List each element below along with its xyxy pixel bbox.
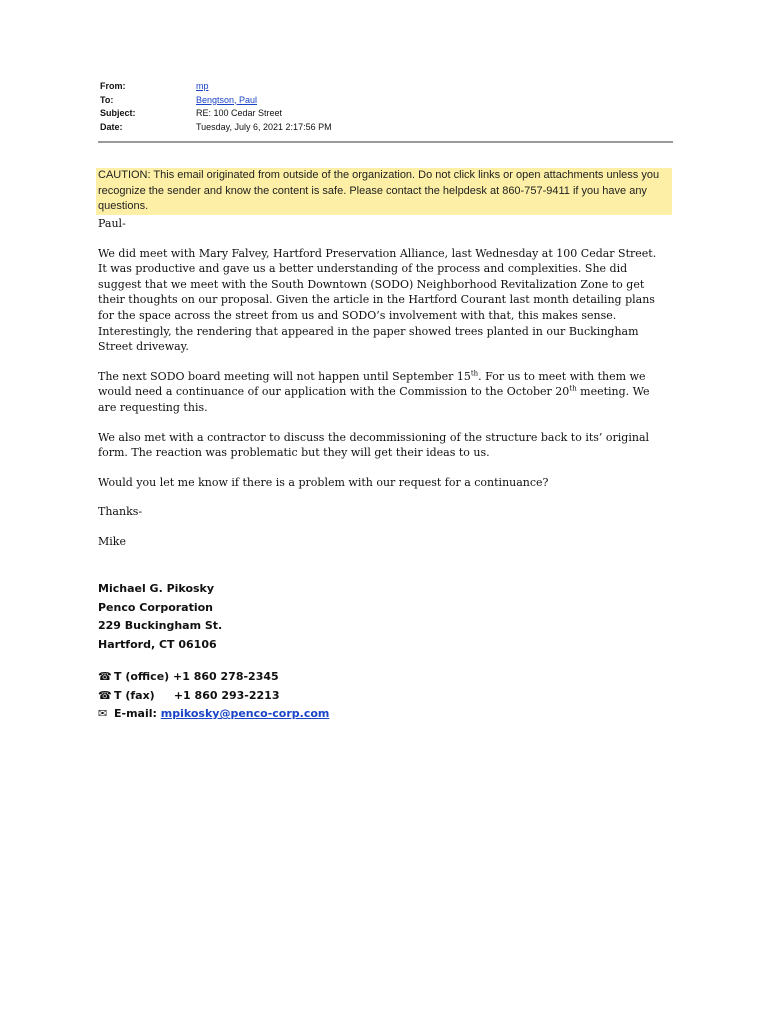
fax-phone: T (fax) +1 860 293-2213: [114, 688, 280, 702]
email-header: [100, 80, 675, 134]
envelope-icon: ✉: [98, 707, 108, 720]
signature-company: Penco Corporation: [98, 600, 214, 614]
office-phone: T (office) +1 860 278-2345: [114, 670, 279, 683]
subject-row: [100, 107, 675, 121]
header-divider: [98, 141, 673, 143]
paragraph-1: We did meet with Mary Falvey, Hartford Preservation Alliance, last Wednesday at 100 Cedar Street. It was productive and gave us a better understanding of the process and complexities. She did suggest that we meet with the South Downtown (SODO) Neighborhood Revitalization Zone to get their thoughts on our proposal. Given the article in the Hartford Courant last month detailing plans for the space across the street from us and SODO’s involvement with that, this makes sense. Interestingly, the rendering that appeared in the paper showed trees planted in our Buckingham Street driveway.: [98, 246, 657, 354]
paragraph-2-part-b: . For us to meet with them we would need a continuance of our application with the Commission to the October 20: [98, 369, 646, 399]
signature-block: [98, 580, 222, 654]
signature-street: 229 Buckingham St.: [98, 619, 223, 632]
paragraph-2: [98, 369, 658, 416]
fax-line: [98, 687, 329, 706]
caution-banner: CAUTION: This email originated from outside of the organization. Do not click links or open attachments unless you recognize the sender and know the content is safe. Please contact the helpdesk at 860-757-9411 if you have any questions.: [96, 168, 672, 215]
subject-label: Subject:: [100, 108, 136, 118]
paragraph-2-part-a: The next SODO board meeting will not happen until September 15: [98, 369, 471, 383]
closing-thanks: Thanks-: [98, 505, 143, 519]
from-row: [100, 80, 675, 94]
subject-value: RE: 100 Cedar Street: [196, 108, 283, 118]
closing-name: Mike: [98, 534, 126, 548]
date-row: [100, 121, 675, 135]
email-link[interactable]: mpikosky@penco-corp.com: [160, 707, 330, 720]
office-phone-line: [98, 668, 329, 687]
to-link[interactable]: Bengtson, Paul: [196, 94, 258, 105]
paragraph-3: We also met with a contractor to discuss the decommissioning of the structure back to its’ original form. The reaction was problematic but they will get their ideas to us.: [98, 430, 650, 460]
email-label: E-mail:: [114, 707, 161, 720]
greeting: Paul-: [98, 217, 126, 230]
paragraph-4: Would you let me know if there is a problem with our request for a continuance?: [98, 475, 549, 489]
superscript-th-1: th: [470, 369, 479, 378]
from-link[interactable]: mp: [196, 81, 209, 91]
phone-icon: ☎: [98, 688, 112, 702]
date-value: Tuesday, July 6, 2021 2:17:56 PM: [196, 121, 332, 132]
email-body: [98, 216, 658, 550]
signature-city: Hartford, CT 06106: [98, 637, 217, 651]
contact-block: [98, 668, 329, 724]
superscript-th-2: th: [569, 384, 577, 393]
email-line: [98, 705, 329, 724]
paragraph-2-part-c: meeting. We are requesting this.: [98, 385, 650, 414]
from-label: From:: [100, 81, 126, 91]
date-label: Date:: [100, 121, 123, 132]
to-row: [100, 94, 675, 108]
phone-icon: ☎: [98, 670, 112, 683]
to-label: To:: [100, 94, 114, 105]
signature-name: Michael G. Pikosky: [98, 582, 215, 595]
